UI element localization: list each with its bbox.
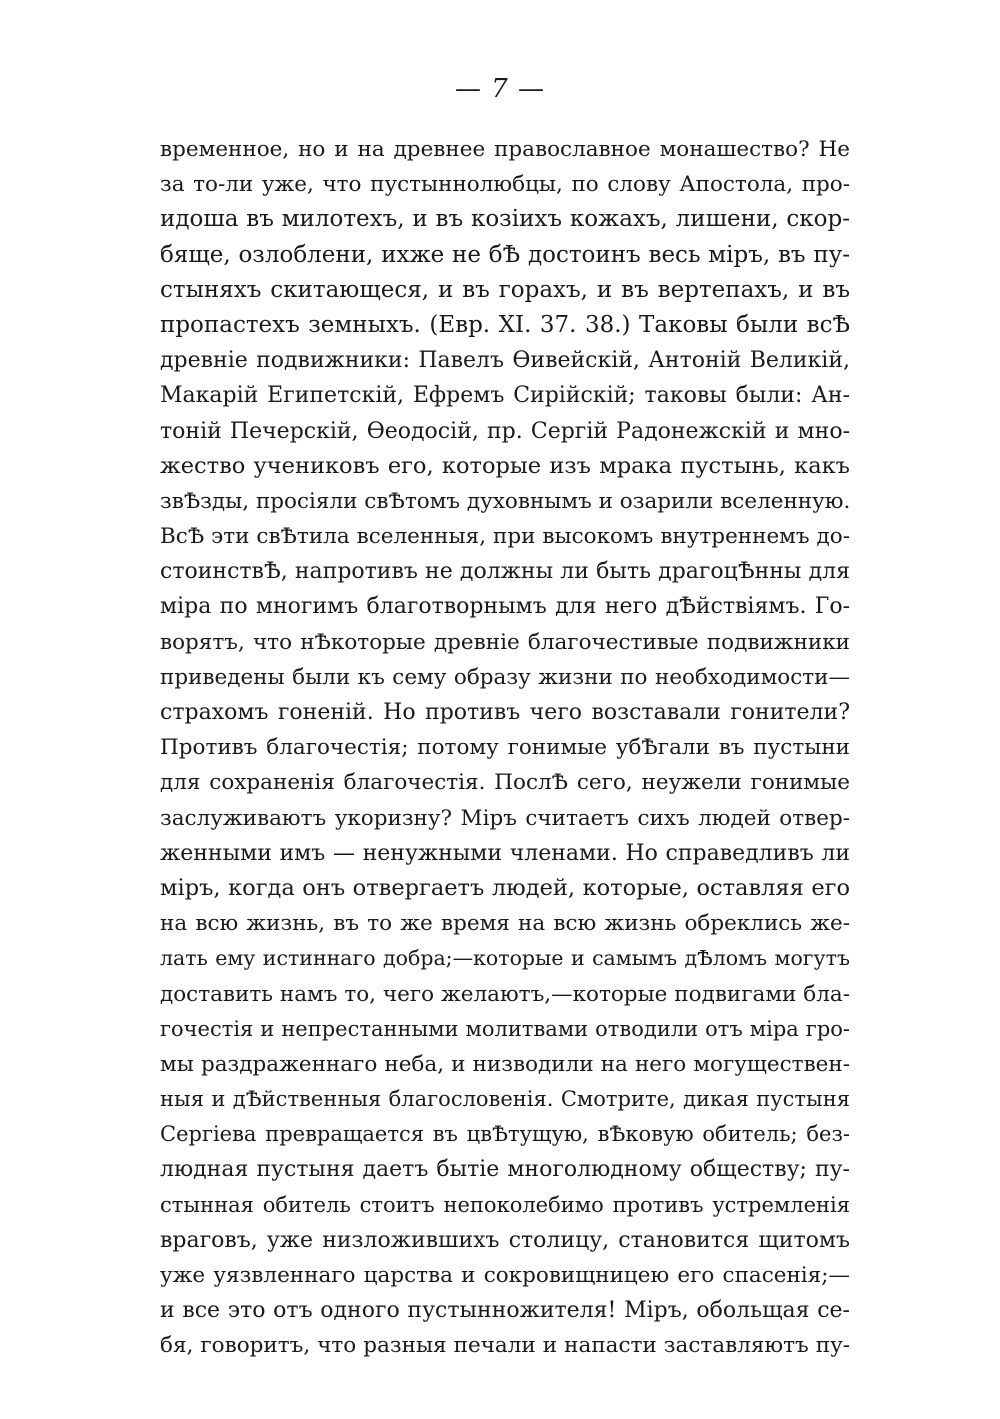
text-line: на всю жизнь, въ то же время на всю жизнь обреклись же- [160, 911, 850, 937]
text-line: приведены были къ сему образу жизни по необходимости— [160, 664, 850, 690]
text-line: стоинствѢ, напротивъ не должны ли быть драгоцѢнны для [160, 559, 850, 585]
text-line: доставить намъ то, чего желаютъ,—которые подвигами бла- [160, 981, 850, 1007]
text-line: стыняхъ скитающеся, и въ горахъ, и въ вертепахъ, и въ [160, 276, 850, 303]
text-line: страхомъ гоненій. Но противъ чего возставали гонители? [160, 700, 850, 725]
text-line: бяще, озлоблени, ихже не бѢ достоинъ весь міръ, въ пу- [160, 241, 850, 268]
body-text [160, 132, 850, 1364]
text-line: ворятъ, что нѢкоторые древніе благочестивые подвижники [160, 629, 850, 655]
text-line: пропастехъ земныхъ. (Евр. XI. 37. 38.) Таковы были всѢ [160, 311, 850, 338]
text-line: древніе подвижники: Павелъ Ѳивейскій, Антоній Великій, [160, 348, 850, 374]
text-line: лать ему истиннаго добра;—которые и самымъ дѢломъ могутъ [160, 946, 850, 971]
text-line: Противъ благочестія; потому гонимые убѢгали въ пустыни [160, 735, 850, 761]
text-line: ВсѢ эти свѢтила вселенныя, при высокомъ внутреннемъ до- [160, 524, 850, 550]
text-line: бя, говоритъ, что разныя печали и напасти заставляютъ пу- [160, 1333, 850, 1359]
text-line: за то-ли уже, что пустыннолюбцы, по слову Апостола, про- [160, 172, 850, 198]
text-line: временное, но и на древнее православное монашество? Не [160, 137, 850, 162]
text-line: тоній Печерскій, Ѳеодосій, пр. Сергій Радонежскій и мно- [160, 418, 850, 444]
text-line: міра по многимъ благотворнымъ для него дѢйствіямъ. Го- [160, 594, 850, 620]
text-line: идоша въ милотехъ, и въ козіихъ кожахъ, лишени, скор- [160, 206, 850, 233]
text-line: уже уязвленнаго царства и сокровищницею его спасенія;— [160, 1263, 850, 1288]
text-line: и все это отъ одного пустынножителя! Міръ, обольщая се- [160, 1298, 850, 1324]
text-line: ныя и дѢйственныя благословенія. Смотрите, дикая пустыня [160, 1087, 850, 1112]
text-line: для сохраненія благочестія. ПослѢ сего, неужели гонимые [160, 770, 850, 796]
text-line: Сергіева превращается въ цвѢтущую, вѢковую обитель; без- [160, 1122, 850, 1147]
text-line: міръ, когда онъ отвергаетъ людей, которые, оставляя его [160, 874, 850, 901]
text-line: гочестія и непрестанными молитвами отводили отъ міра гро- [160, 1016, 850, 1041]
page-number: — 7 — [454, 74, 546, 104]
text-line: Макарій Египетскій, Ефремъ Сирійскій; таковы были: Ан- [160, 383, 850, 409]
text-line: враговъ, уже низложившихъ столицу, становится щитомъ [160, 1227, 850, 1253]
text-line: заслуживаютъ укоризну? Міръ считаетъ сихъ людей отвер- [160, 805, 850, 831]
text-line: звѢзды, просіяли свѢтомъ духовнымъ и озарили вселенную. [160, 488, 850, 514]
text-line: людная пустыня даетъ бытіе многолюдному обществу; пу- [160, 1157, 850, 1183]
text-line: стынная обитель стоитъ непоколебимо противъ устремленія [160, 1192, 850, 1217]
text-line: женными имъ — ненужными членами. Но справедливъ ли [160, 840, 850, 866]
text-line: жество учениковъ его, которые изъ мрака пустынь, какъ [160, 452, 850, 479]
text-line: мы раздраженнаго неба, и низводили на него могуществен- [160, 1051, 850, 1077]
